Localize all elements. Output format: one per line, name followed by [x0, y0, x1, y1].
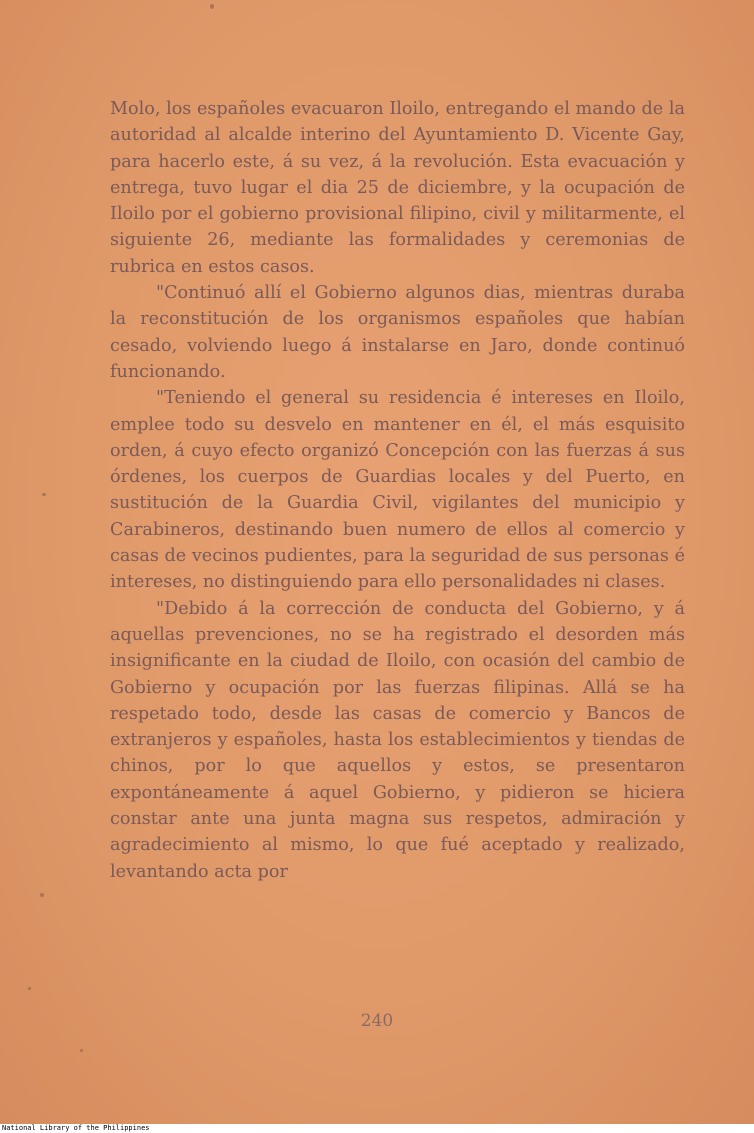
paragraph-gobierno-jaro: "Continuó allí el Gobierno algunos dias, mientras duraba la reconstitución de los organismos españoles que habían cesado, volviendo luego á instalarse en Jaro, donde continuó funcionando.	[110, 283, 685, 382]
scan-speck	[40, 893, 44, 897]
footer-bar	[0, 1124, 754, 1133]
paragraph-correccion-conducta: "Debido á la corrección de conducta del Gobierno, y á aquellas prevenciones, no se ha registrado el desorden más insignificante en la ciudad de Iloilo, con ocasión del cambio de Gobierno y ocupación por las fuerzas filipinas. Allá se ha respetado todo, desde las casas de comercio y Bancos de extranjeros y españoles, hasta los establecimientos y tiendas de chinos, por lo que aquellos y estos, se presentaron expontáneamente á aquel Gobierno, y pidieron se hiciera constar ante una junta magna sus respetos, admiración y agradecimiento al mismo, lo que fué aceptado y realizado, levantando acta por	[110, 598, 685, 882]
page-number: 240	[360, 1011, 394, 1031]
paragraph-continuation: Molo, los españoles evacuaron Iloilo, entregando el mando de la autoridad al alcalde interino del Ayuntamiento D. Vicente Gay, para hacerlo este, á su vez, á la revolución. Esta evacuación y entrega, tuvo lugar el dia 25 de diciembre, y la ocupación de Iloilo por el gobierno provisional filipino, civil y militarmente, el siguiente 26, mediante las formalidades y ceremonias de rubrica en estos casos.	[110, 99, 685, 277]
paragraph-orden-iloilo: "Teniendo el general su residencia é intereses en Iloilo, emplee todo su desvelo en mantener en él, el más esquisito orden, á cuyo efecto organizó Concepción con las fuerzas á sus órdenes, los cuerpos de Guardias locales y del Puerto, en sustitución de la Guardia Civil, vigilantes del municipio y Carabineros, destinando buen numero de ellos al comercio y casas de vecinos pudientes, para la seguridad de sus personas é intereses, no distinguiendo para ello personalidades ni clases.	[110, 388, 685, 593]
scan-speck	[28, 987, 31, 990]
scan-speck	[42, 493, 46, 496]
scan-speck	[80, 1049, 83, 1052]
scan-speck	[210, 4, 214, 9]
body-text	[110, 96, 685, 885]
footer-credit: National Library of the Philippines	[2, 1124, 150, 1132]
